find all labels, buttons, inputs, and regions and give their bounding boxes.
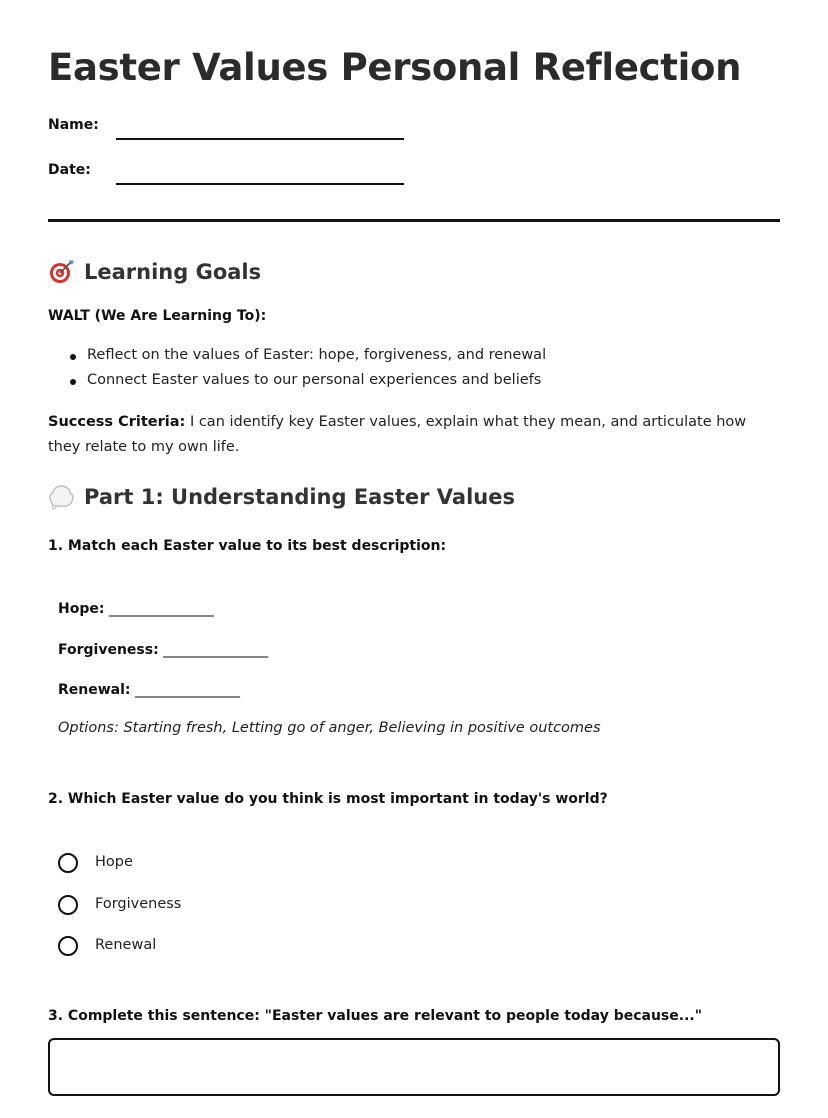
name-label: Name:	[48, 117, 99, 133]
radio-label-forgiveness[interactable]: Forgiveness	[95, 896, 182, 912]
date-field[interactable]	[116, 183, 404, 185]
match-options: Options: Starting fresh, Letting go of anger, Believing in positive outcomes	[58, 720, 601, 736]
sentence-answer-box[interactable]	[48, 1038, 780, 1096]
learning-goals-title: Learning Goals	[84, 259, 262, 284]
radio-label-renewal[interactable]: Renewal	[95, 937, 157, 953]
bullet-dot	[70, 354, 76, 360]
part1-heading	[48, 483, 515, 510]
goal-item: Reflect on the values of Easter: hope, forgiveness, and renewal	[87, 347, 547, 363]
question-3: 3. Complete this sentence: "Easter values are relevant to people today because..."	[48, 1008, 703, 1024]
success-criteria-label: Success Criteria:	[48, 414, 186, 430]
match-blank[interactable]: _______________	[134, 682, 240, 698]
goal-item: Connect Easter values to our personal experiences and beliefs	[87, 372, 542, 388]
match-item-hope	[58, 601, 214, 617]
match-label: Renewal:	[58, 682, 131, 698]
match-label: Forgiveness:	[58, 642, 159, 658]
success-criteria	[48, 410, 780, 460]
thought-bubble-icon	[48, 483, 75, 510]
match-blank[interactable]: _______________	[108, 601, 214, 617]
question-2: 2. Which Easter value do you think is most important in today's world?	[48, 791, 608, 807]
radio-renewal[interactable]	[58, 936, 78, 956]
radio-label-hope[interactable]: Hope	[95, 854, 133, 870]
match-blank[interactable]: _______________	[163, 642, 269, 658]
header-divider	[48, 219, 780, 222]
match-label: Hope:	[58, 601, 105, 617]
question-1: 1. Match each Easter value to its best description:	[48, 538, 447, 554]
bullet-dot	[70, 379, 76, 385]
radio-forgiveness[interactable]	[58, 895, 78, 915]
radio-hope[interactable]	[58, 853, 78, 873]
success-criteria-text: I can identify key Easter values, explain what they mean, and articulate how they relate to my own life.	[48, 414, 747, 455]
part1-title: Part 1: Understanding Easter Values	[84, 484, 515, 509]
match-item-renewal	[58, 682, 240, 698]
page-title: Easter Values Personal Reflection	[48, 46, 742, 89]
match-item-forgiveness	[58, 642, 268, 658]
date-label: Date:	[48, 162, 91, 178]
name-field[interactable]	[116, 138, 404, 140]
walt-label: WALT (We Are Learning To):	[48, 308, 267, 324]
learning-goals-heading	[48, 258, 261, 285]
target-dart-icon	[48, 258, 75, 285]
